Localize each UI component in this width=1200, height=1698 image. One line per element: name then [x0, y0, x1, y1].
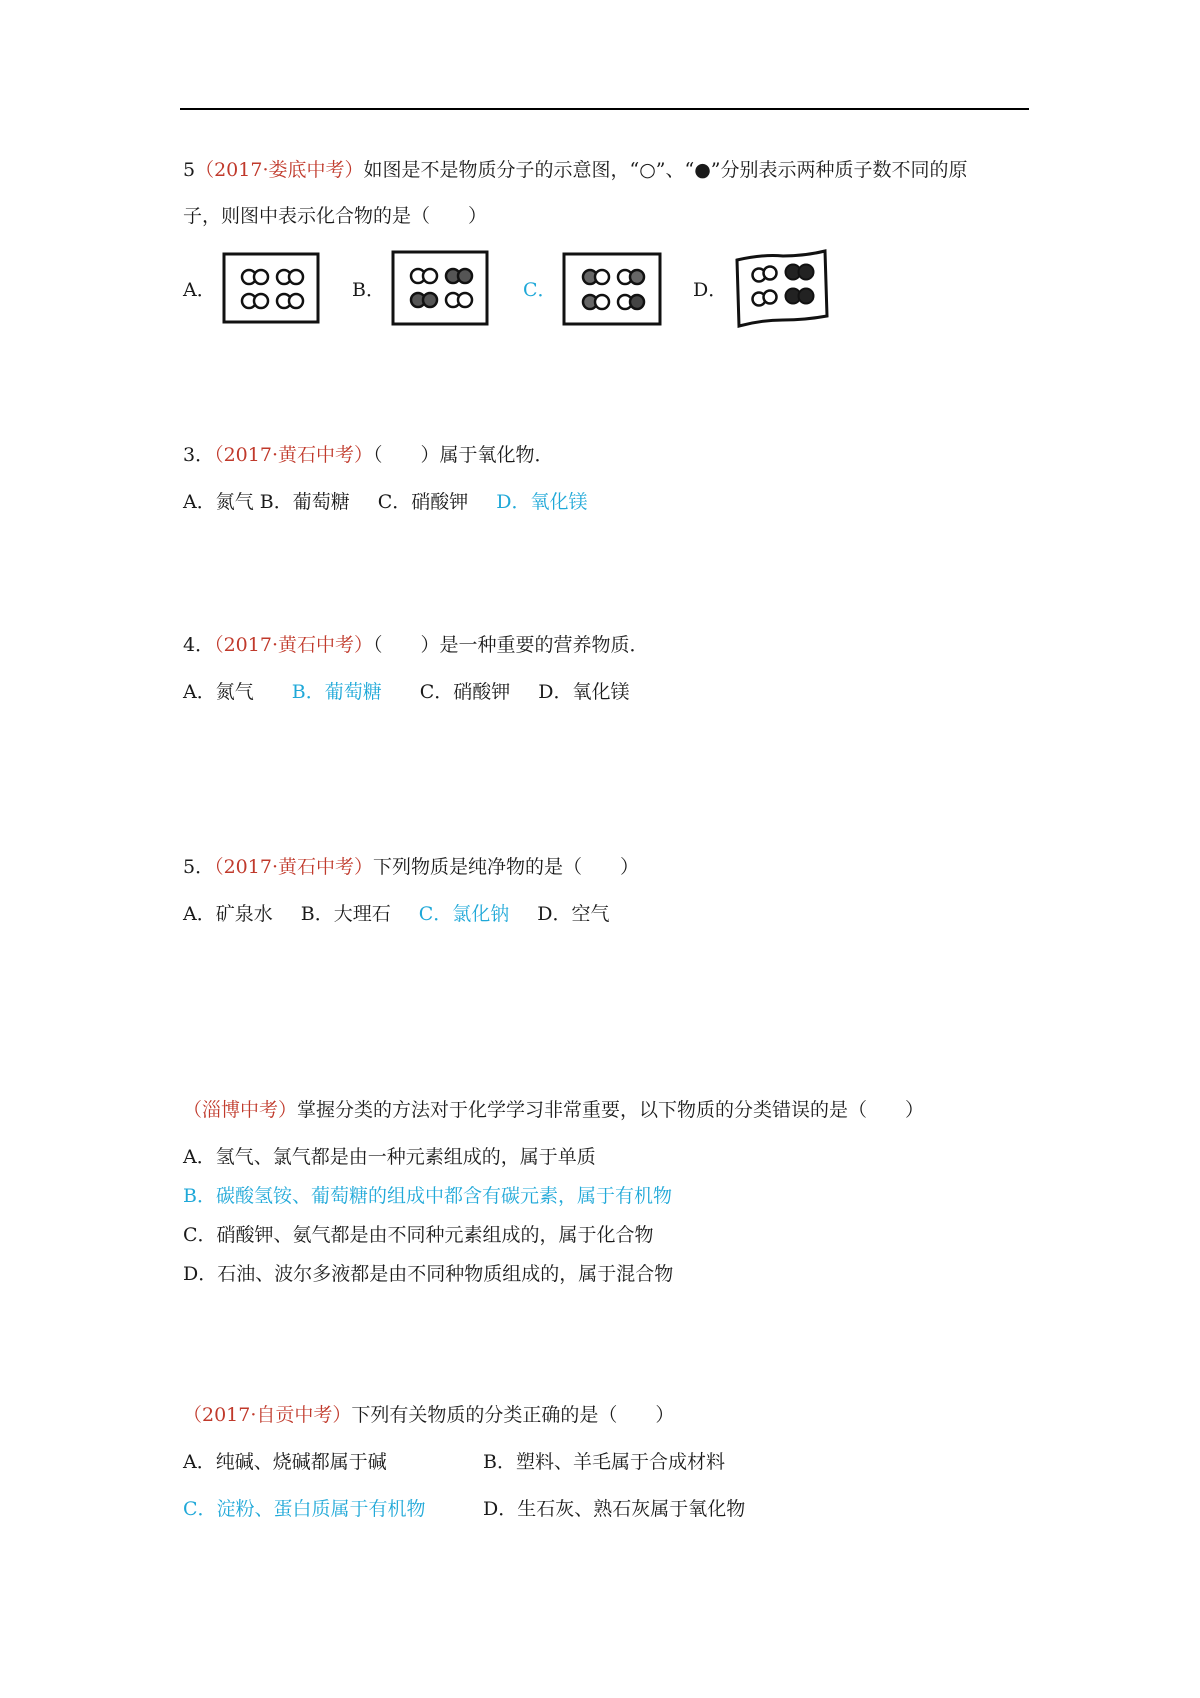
q3-stem-text: （ ）是一种重要的营养物质．	[373, 634, 649, 656]
q2-option-a: A．氮气	[183, 491, 254, 513]
q3-source: （2017·黄石中考）	[214, 634, 373, 656]
q3-number: 4．	[183, 634, 215, 656]
q1-stem-2: 子，则图中表示化合物的是（ ）	[183, 205, 488, 227]
q3-option-a: A．氮气	[183, 681, 254, 703]
q5-option-c: C．硝酸钾、氨气都是由不同种元素组成的，属于化合物	[183, 1224, 654, 1246]
q6-stem	[183, 1403, 674, 1427]
q4-options	[183, 902, 609, 926]
q2-options	[183, 490, 587, 514]
q5-option-d: D．石油、波尔多液都是由不同种物质组成的，属于混合物	[183, 1263, 674, 1285]
q2-source: （2017·黄石中考）	[214, 444, 373, 466]
q1-label-d: D．	[693, 279, 728, 301]
q4-source: （2017·黄石中考）	[214, 856, 373, 878]
q4-stem	[183, 855, 639, 879]
q6-options-row2	[183, 1497, 745, 1521]
q1-line2	[183, 204, 487, 228]
q4-option-c: C．氯化钠	[418, 903, 510, 925]
q3-options	[183, 680, 629, 704]
diagram-c-icon	[562, 252, 662, 326]
q6-stem-text: 下列有关物质的分类正确的是（ ）	[351, 1404, 675, 1426]
q6-source: （2017·自贡中考）	[183, 1404, 352, 1426]
q3-option-c: C．硝酸钾	[419, 681, 511, 703]
q1-stem-1: 如图是不是物质分子的示意图，“○”、“●”分别表示两种质子数不同的原	[363, 159, 968, 181]
q4-option-d: D．空气	[537, 903, 610, 925]
q5-option-b: B．碳酸氢铵、葡萄糖的组成中都含有碳元素，属于有机物	[183, 1185, 672, 1207]
q4-stem-text: 下列物质是纯净物的是（ ）	[373, 856, 640, 878]
q1-source: （2017·娄底中考）	[195, 159, 364, 181]
q5-stem	[183, 1098, 924, 1122]
q1-number: 5	[183, 159, 196, 181]
q3-option-b: B．葡萄糖	[291, 681, 382, 703]
q2-option-c: C．硝酸钾	[377, 491, 469, 513]
q1-label-c: C．	[523, 279, 557, 301]
q1-label-a: A．	[183, 279, 216, 301]
diagram-b-icon	[391, 250, 489, 326]
q2-option-b: B．葡萄糖	[259, 491, 350, 513]
q6-option-b: B．塑料、羊毛属于合成材料	[483, 1451, 725, 1473]
q2-number: 3．	[183, 444, 215, 466]
q5-source: （淄博中考）	[183, 1099, 298, 1121]
q5-stem-text: 掌握分类的方法对于化学学习非常重要，以下物质的分类错误的是（ ）	[297, 1099, 925, 1121]
q6-option-a: A．纯碱、烧碱都属于碱	[183, 1451, 387, 1473]
q4-option-b: B．大理石	[300, 903, 391, 925]
q4-option-a: A．矿泉水	[183, 903, 273, 925]
q3-stem	[183, 633, 649, 657]
diagram-a-icon	[222, 252, 320, 324]
q5-option-a: A．氢气、氯气都是由一种元素组成的，属于单质	[183, 1146, 596, 1168]
q6-option-c: C．淀粉、蛋白质属于有机物	[183, 1498, 426, 1520]
q4-number: 5．	[183, 856, 215, 878]
q3-option-d: D．氧化镁	[538, 681, 630, 703]
q6-options-row1	[183, 1450, 725, 1474]
q2-stem-text: （ ）属于氧化物．	[373, 444, 554, 466]
q2-stem	[183, 443, 554, 467]
q1-label-b: B．	[352, 279, 385, 301]
header-rule	[180, 108, 1029, 110]
diagram-d-icon	[733, 248, 831, 328]
q1-line1	[183, 158, 968, 182]
q2-option-d: D．氧化镁	[496, 491, 588, 513]
q6-option-d: D．生石灰、熟石灰属于氧化物	[483, 1498, 746, 1520]
